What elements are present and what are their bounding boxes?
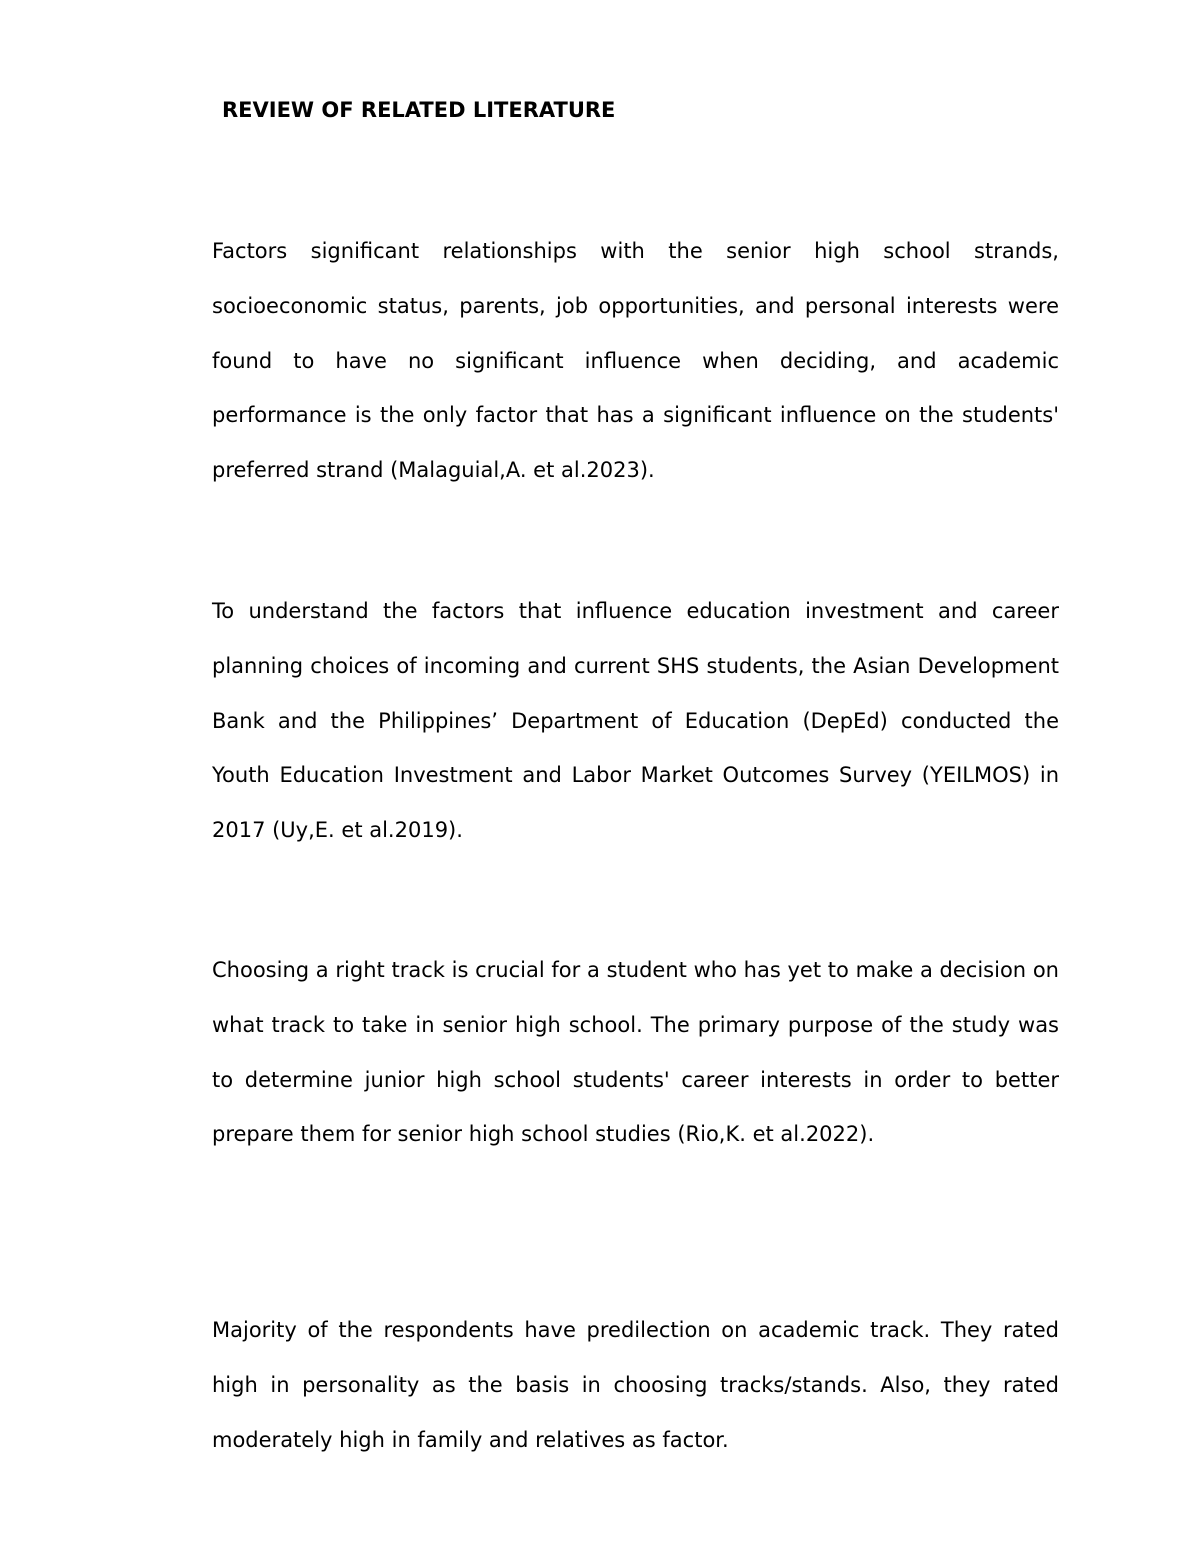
paragraph-3: Choosing a right track is crucial for a student who has yet to make a decision on what track to take in senior high school. The primary purpose of the study was to determine junior high school students' career interests in order to better prepare them for senior high school studies (Rio,K. et al.2022).: [212, 958, 1059, 1147]
document-title: REVIEW OF RELATED LITERATURE: [222, 98, 616, 122]
paragraph-1: Factors significant relationships with the senior high school strands, socioeconomic status, parents, job opportunities, and personal interests were found to have no significant influence when deciding, and academic performance is the only factor that has a significant influence on the students' preferred strand (Malaguial,A. et al.2023).: [212, 239, 1059, 483]
paragraph-4: Majority of the respondents have predilection on academic track. They rated high in personality as the basis in choosing tracks/stands. Also, they rated moderately high in family and relatives as factor.: [212, 1318, 1059, 1452]
paragraph-2: To understand the factors that influence education investment and career planning choices of incoming and current SHS students, the Asian Development Bank and the Philippines’ Department of Education (DepEd) conducted the Youth Education Investment and Labor Market Outcomes Survey (YEILMOS) in 2017 (Uy,E. et al.2019).: [212, 599, 1059, 843]
